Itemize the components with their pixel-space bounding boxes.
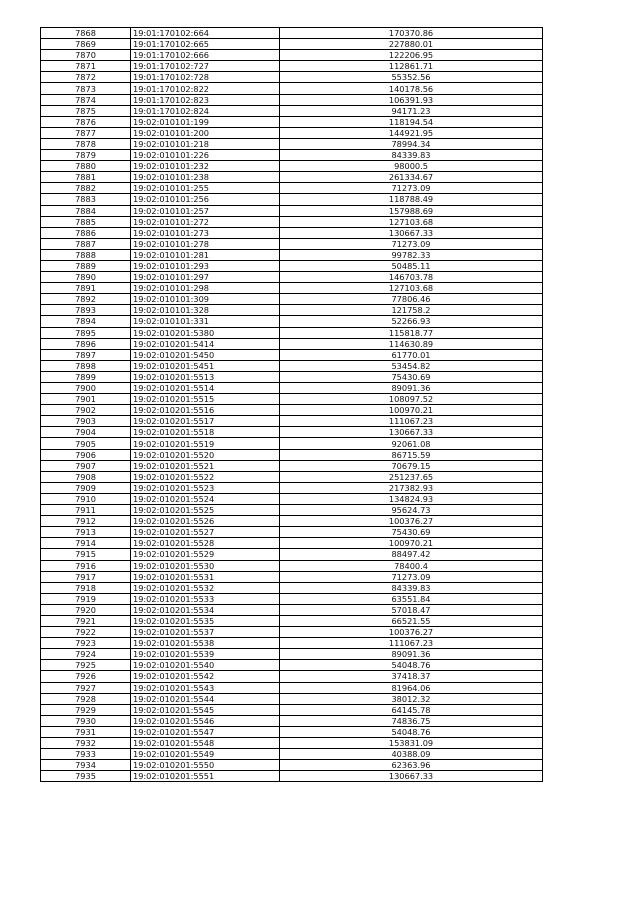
- cadastral-number-cell: 19:02:010201:5520: [131, 449, 280, 460]
- cadastral-number-cell: 19:02:010201:5414: [131, 338, 280, 349]
- cadastral-number-cell: 19:02:010101:232: [131, 161, 280, 172]
- table-row: [41, 649, 543, 660]
- cadastral-number-cell: 19:02:010201:5535: [131, 615, 280, 626]
- cadastral-number-cell: 19:02:010201:5546: [131, 715, 280, 726]
- row-number-cell: 7890: [41, 272, 131, 283]
- table-row: [41, 83, 543, 94]
- cadastral-number-cell: 19:02:010201:5524: [131, 493, 280, 504]
- table-row: [41, 660, 543, 671]
- value-cell: 81964.06: [280, 682, 543, 693]
- row-number-cell: 7908: [41, 471, 131, 482]
- row-number-cell: 7924: [41, 649, 131, 660]
- cadastral-number-cell: 19:02:010101:298: [131, 283, 280, 294]
- row-number-cell: 7872: [41, 72, 131, 83]
- row-number-cell: 7882: [41, 183, 131, 194]
- cadastral-number-cell: 19:02:010201:5533: [131, 593, 280, 604]
- table-row: [41, 493, 543, 504]
- value-cell: 71273.09: [280, 183, 543, 194]
- cadastral-number-cell: 19:02:010201:5549: [131, 749, 280, 760]
- row-number-cell: 7875: [41, 105, 131, 116]
- table-row: [41, 593, 543, 604]
- table-row: [41, 194, 543, 205]
- value-cell: 57018.47: [280, 604, 543, 615]
- cadastral-number-cell: 19:02:010201:5543: [131, 682, 280, 693]
- table-row: [41, 604, 543, 615]
- row-number-cell: 7932: [41, 738, 131, 749]
- table-row: [41, 383, 543, 394]
- table-row: [41, 726, 543, 737]
- value-cell: 140178.56: [280, 83, 543, 94]
- cadastral-number-cell: 19:02:010201:5547: [131, 726, 280, 737]
- row-number-cell: 7880: [41, 161, 131, 172]
- value-cell: 55352.56: [280, 72, 543, 83]
- row-number-cell: 7887: [41, 238, 131, 249]
- table-row: [41, 582, 543, 593]
- table-row: [41, 316, 543, 327]
- value-cell: 112861.71: [280, 61, 543, 72]
- value-cell: 84339.83: [280, 150, 543, 161]
- cadastral-number-cell: 19:01:170102:664: [131, 28, 280, 39]
- cadastral-number-cell: 19:02:010201:5530: [131, 560, 280, 571]
- row-number-cell: 7929: [41, 704, 131, 715]
- row-number-cell: 7903: [41, 416, 131, 427]
- row-number-cell: 7899: [41, 371, 131, 382]
- cadastral-number-cell: 19:02:010101:256: [131, 194, 280, 205]
- cadastral-number-cell: 19:02:010201:5521: [131, 460, 280, 471]
- value-cell: 78994.34: [280, 138, 543, 149]
- row-number-cell: 7885: [41, 216, 131, 227]
- value-cell: 63551.84: [280, 593, 543, 604]
- cadastral-number-cell: 19:02:010201:5540: [131, 660, 280, 671]
- table-row: [41, 183, 543, 194]
- row-number-cell: 7905: [41, 438, 131, 449]
- value-cell: 227880.01: [280, 39, 543, 50]
- row-number-cell: 7895: [41, 327, 131, 338]
- cadastral-number-cell: 19:02:010201:5514: [131, 383, 280, 394]
- row-number-cell: 7876: [41, 116, 131, 127]
- cadastral-number-cell: 19:02:010201:5551: [131, 771, 280, 782]
- value-cell: 53454.82: [280, 360, 543, 371]
- table-row: [41, 715, 543, 726]
- cadastral-number-cell: 19:01:170102:665: [131, 39, 280, 50]
- row-number-cell: 7877: [41, 127, 131, 138]
- row-number-cell: 7892: [41, 294, 131, 305]
- cadastral-number-cell: 19:02:010201:5544: [131, 693, 280, 704]
- cadastral-number-cell: 19:02:010201:5519: [131, 438, 280, 449]
- row-number-cell: 7873: [41, 83, 131, 94]
- value-cell: 50485.11: [280, 260, 543, 271]
- value-cell: 118194.54: [280, 116, 543, 127]
- value-cell: 54048.76: [280, 660, 543, 671]
- row-number-cell: 7907: [41, 460, 131, 471]
- value-cell: 217382.93: [280, 482, 543, 493]
- table-row: [41, 627, 543, 638]
- value-cell: 98000.5: [280, 161, 543, 172]
- row-number-cell: 7922: [41, 627, 131, 638]
- row-number-cell: 7904: [41, 427, 131, 438]
- value-cell: 71273.09: [280, 571, 543, 582]
- value-cell: 54048.76: [280, 726, 543, 737]
- cadastral-number-cell: 19:02:010201:5529: [131, 549, 280, 560]
- table-row: [41, 72, 543, 83]
- table-row: [41, 449, 543, 460]
- table-row: [41, 94, 543, 105]
- row-number-cell: 7886: [41, 227, 131, 238]
- cadastral-number-cell: 19:01:170102:727: [131, 61, 280, 72]
- row-number-cell: 7901: [41, 394, 131, 405]
- value-cell: 88497.42: [280, 549, 543, 560]
- table-row: [41, 216, 543, 227]
- row-number-cell: 7897: [41, 349, 131, 360]
- table-body: [41, 28, 543, 782]
- table-row: [41, 205, 543, 216]
- table-row: [41, 682, 543, 693]
- table-row: [41, 338, 543, 349]
- value-cell: 130667.33: [280, 427, 543, 438]
- cadastral-number-cell: 19:02:010101:199: [131, 116, 280, 127]
- value-cell: 118788.49: [280, 194, 543, 205]
- row-number-cell: 7928: [41, 693, 131, 704]
- cadastral-number-cell: 19:01:170102:823: [131, 94, 280, 105]
- cadastral-number-cell: 19:02:010201:5537: [131, 627, 280, 638]
- row-number-cell: 7912: [41, 516, 131, 527]
- cadastral-number-cell: 19:02:010201:5516: [131, 405, 280, 416]
- table-row: [41, 138, 543, 149]
- row-number-cell: 7933: [41, 749, 131, 760]
- table-row: [41, 127, 543, 138]
- table-row: [41, 549, 543, 560]
- row-number-cell: 7931: [41, 726, 131, 737]
- value-cell: 127103.68: [280, 283, 543, 294]
- row-number-cell: 7923: [41, 638, 131, 649]
- cadastral-number-cell: 19:02:010201:5513: [131, 371, 280, 382]
- table-row: [41, 50, 543, 61]
- row-number-cell: 7935: [41, 771, 131, 782]
- table-row: [41, 693, 543, 704]
- table-row: [41, 460, 543, 471]
- table-row: [41, 738, 543, 749]
- table-row: [41, 571, 543, 582]
- table-row: [41, 349, 543, 360]
- cadastral-number-cell: 19:02:010101:281: [131, 249, 280, 260]
- value-cell: 122206.95: [280, 50, 543, 61]
- value-cell: 75430.69: [280, 371, 543, 382]
- value-cell: 75430.69: [280, 527, 543, 538]
- table-row: [41, 28, 543, 39]
- row-number-cell: 7874: [41, 94, 131, 105]
- table-row: [41, 638, 543, 649]
- table-row: [41, 516, 543, 527]
- table-row: [41, 416, 543, 427]
- cadastral-number-cell: 19:01:170102:822: [131, 83, 280, 94]
- table-row: [41, 227, 543, 238]
- value-cell: 86715.59: [280, 449, 543, 460]
- row-number-cell: 7920: [41, 604, 131, 615]
- cadastral-number-cell: 19:02:010101:238: [131, 172, 280, 183]
- row-number-cell: 7902: [41, 405, 131, 416]
- table-row: [41, 238, 543, 249]
- cadastral-number-cell: 19:02:010201:5525: [131, 505, 280, 516]
- cadastral-number-cell: 19:02:010101:218: [131, 138, 280, 149]
- row-number-cell: 7893: [41, 305, 131, 316]
- cadastral-number-cell: 19:02:010201:5522: [131, 471, 280, 482]
- value-cell: 146703.78: [280, 272, 543, 283]
- table-row: [41, 427, 543, 438]
- cadastral-number-cell: 19:02:010201:5517: [131, 416, 280, 427]
- table-row: [41, 760, 543, 771]
- table-row: [41, 161, 543, 172]
- row-number-cell: 7881: [41, 172, 131, 183]
- cadastral-number-cell: 19:02:010101:255: [131, 183, 280, 194]
- row-number-cell: 7930: [41, 715, 131, 726]
- value-cell: 52266.93: [280, 316, 543, 327]
- value-cell: 144921.95: [280, 127, 543, 138]
- value-cell: 100970.21: [280, 538, 543, 549]
- cadastral-number-cell: 19:02:010201:5538: [131, 638, 280, 649]
- table-row: [41, 615, 543, 626]
- value-cell: 77806.46: [280, 294, 543, 305]
- value-cell: 61770.01: [280, 349, 543, 360]
- cadastral-number-cell: 19:02:010101:331: [131, 316, 280, 327]
- row-number-cell: 7915: [41, 549, 131, 560]
- table-row: [41, 749, 543, 760]
- value-cell: 153831.09: [280, 738, 543, 749]
- table-row: [41, 260, 543, 271]
- row-number-cell: 7883: [41, 194, 131, 205]
- cadastral-number-cell: 19:02:010201:5542: [131, 671, 280, 682]
- cadastral-number-cell: 19:02:010201:5450: [131, 349, 280, 360]
- cadastral-number-cell: 19:02:010201:5518: [131, 427, 280, 438]
- cadastral-number-cell: 19:02:010201:5451: [131, 360, 280, 371]
- cadastral-number-cell: 19:02:010101:257: [131, 205, 280, 216]
- cadastral-number-cell: 19:02:010201:5531: [131, 571, 280, 582]
- table-row: [41, 360, 543, 371]
- table-row: [41, 294, 543, 305]
- value-cell: 40388.09: [280, 749, 543, 760]
- row-number-cell: 7889: [41, 260, 131, 271]
- value-cell: 157988.69: [280, 205, 543, 216]
- cadastral-number-cell: 19:02:010101:309: [131, 294, 280, 305]
- cadastral-number-cell: 19:02:010201:5526: [131, 516, 280, 527]
- value-cell: 121758.2: [280, 305, 543, 316]
- row-number-cell: 7896: [41, 338, 131, 349]
- table-row: [41, 272, 543, 283]
- cadastral-number-cell: 19:02:010101:272: [131, 216, 280, 227]
- row-number-cell: 7884: [41, 205, 131, 216]
- cadastral-number-cell: 19:01:170102:728: [131, 72, 280, 83]
- table-row: [41, 482, 543, 493]
- cadastral-number-cell: 19:02:010201:5550: [131, 760, 280, 771]
- table-row: [41, 305, 543, 316]
- table-row: [41, 39, 543, 50]
- value-cell: 84339.83: [280, 582, 543, 593]
- cadastral-number-cell: 19:02:010201:5534: [131, 604, 280, 615]
- value-cell: 261334.67: [280, 172, 543, 183]
- table-row: [41, 538, 543, 549]
- cadastral-number-cell: 19:01:170102:666: [131, 50, 280, 61]
- row-number-cell: 7919: [41, 593, 131, 604]
- value-cell: 130667.33: [280, 227, 543, 238]
- table-row: [41, 249, 543, 260]
- cadastral-value-table: [40, 27, 543, 782]
- value-cell: 95624.73: [280, 505, 543, 516]
- cadastral-number-cell: 19:02:010101:273: [131, 227, 280, 238]
- cadastral-number-cell: 19:02:010101:226: [131, 150, 280, 161]
- row-number-cell: 7906: [41, 449, 131, 460]
- table-row: [41, 405, 543, 416]
- row-number-cell: 7911: [41, 505, 131, 516]
- row-number-cell: 7925: [41, 660, 131, 671]
- value-cell: 92061.08: [280, 438, 543, 449]
- row-number-cell: 7926: [41, 671, 131, 682]
- table-row: [41, 505, 543, 516]
- table-row: [41, 671, 543, 682]
- row-number-cell: 7870: [41, 50, 131, 61]
- value-cell: 89091.36: [280, 649, 543, 660]
- value-cell: 100376.27: [280, 627, 543, 638]
- cadastral-number-cell: 19:02:010101:293: [131, 260, 280, 271]
- value-cell: 106391.93: [280, 94, 543, 105]
- value-cell: 64145.78: [280, 704, 543, 715]
- value-cell: 89091.36: [280, 383, 543, 394]
- row-number-cell: 7913: [41, 527, 131, 538]
- value-cell: 37418.37: [280, 671, 543, 682]
- value-cell: 94171.23: [280, 105, 543, 116]
- row-number-cell: 7916: [41, 560, 131, 571]
- table-row: [41, 327, 543, 338]
- value-cell: 111067.23: [280, 416, 543, 427]
- table-row: [41, 471, 543, 482]
- table-row: [41, 172, 543, 183]
- value-cell: 134824.93: [280, 493, 543, 504]
- row-number-cell: 7888: [41, 249, 131, 260]
- row-number-cell: 7934: [41, 760, 131, 771]
- cadastral-number-cell: 19:02:010101:200: [131, 127, 280, 138]
- row-number-cell: 7917: [41, 571, 131, 582]
- table-row: [41, 283, 543, 294]
- row-number-cell: 7879: [41, 150, 131, 161]
- value-cell: 170370.86: [280, 28, 543, 39]
- row-number-cell: 7898: [41, 360, 131, 371]
- table-row: [41, 704, 543, 715]
- value-cell: 114630.89: [280, 338, 543, 349]
- cadastral-number-cell: 19:02:010201:5545: [131, 704, 280, 715]
- cadastral-number-cell: 19:02:010101:328: [131, 305, 280, 316]
- row-number-cell: 7894: [41, 316, 131, 327]
- table-row: [41, 560, 543, 571]
- value-cell: 99782.33: [280, 249, 543, 260]
- value-cell: 115818.77: [280, 327, 543, 338]
- table-row: [41, 771, 543, 782]
- row-number-cell: 7900: [41, 383, 131, 394]
- value-cell: 251237.65: [280, 471, 543, 482]
- table-row: [41, 116, 543, 127]
- row-number-cell: 7871: [41, 61, 131, 72]
- cadastral-number-cell: 19:02:010201:5532: [131, 582, 280, 593]
- value-cell: 74836.75: [280, 715, 543, 726]
- row-number-cell: 7914: [41, 538, 131, 549]
- row-number-cell: 7868: [41, 28, 131, 39]
- table-row: [41, 371, 543, 382]
- row-number-cell: 7909: [41, 482, 131, 493]
- cadastral-number-cell: 19:02:010201:5515: [131, 394, 280, 405]
- row-number-cell: 7869: [41, 39, 131, 50]
- cadastral-number-cell: 19:02:010201:5523: [131, 482, 280, 493]
- table-row: [41, 150, 543, 161]
- value-cell: 100376.27: [280, 516, 543, 527]
- cadastral-number-cell: 19:02:010101:278: [131, 238, 280, 249]
- value-cell: 130667.33: [280, 771, 543, 782]
- value-cell: 100970.21: [280, 405, 543, 416]
- row-number-cell: 7878: [41, 138, 131, 149]
- row-number-cell: 7927: [41, 682, 131, 693]
- value-cell: 111067.23: [280, 638, 543, 649]
- value-cell: 70679.15: [280, 460, 543, 471]
- cadastral-number-cell: 19:02:010201:5528: [131, 538, 280, 549]
- row-number-cell: 7910: [41, 493, 131, 504]
- table-row: [41, 105, 543, 116]
- table-row: [41, 438, 543, 449]
- table-row: [41, 394, 543, 405]
- value-cell: 71273.09: [280, 238, 543, 249]
- cadastral-number-cell: 19:02:010201:5539: [131, 649, 280, 660]
- row-number-cell: 7918: [41, 582, 131, 593]
- cadastral-number-cell: 19:02:010201:5527: [131, 527, 280, 538]
- row-number-cell: 7921: [41, 615, 131, 626]
- cadastral-number-cell: 19:01:170102:824: [131, 105, 280, 116]
- table-row: [41, 61, 543, 72]
- value-cell: 108097.52: [280, 394, 543, 405]
- value-cell: 78400.4: [280, 560, 543, 571]
- value-cell: 66521.55: [280, 615, 543, 626]
- cadastral-number-cell: 19:02:010201:5548: [131, 738, 280, 749]
- row-number-cell: 7891: [41, 283, 131, 294]
- table-row: [41, 527, 543, 538]
- cadastral-number-cell: 19:02:010201:5380: [131, 327, 280, 338]
- value-cell: 62363.96: [280, 760, 543, 771]
- value-cell: 127103.68: [280, 216, 543, 227]
- value-cell: 38012.32: [280, 693, 543, 704]
- cadastral-number-cell: 19:02:010101:297: [131, 272, 280, 283]
